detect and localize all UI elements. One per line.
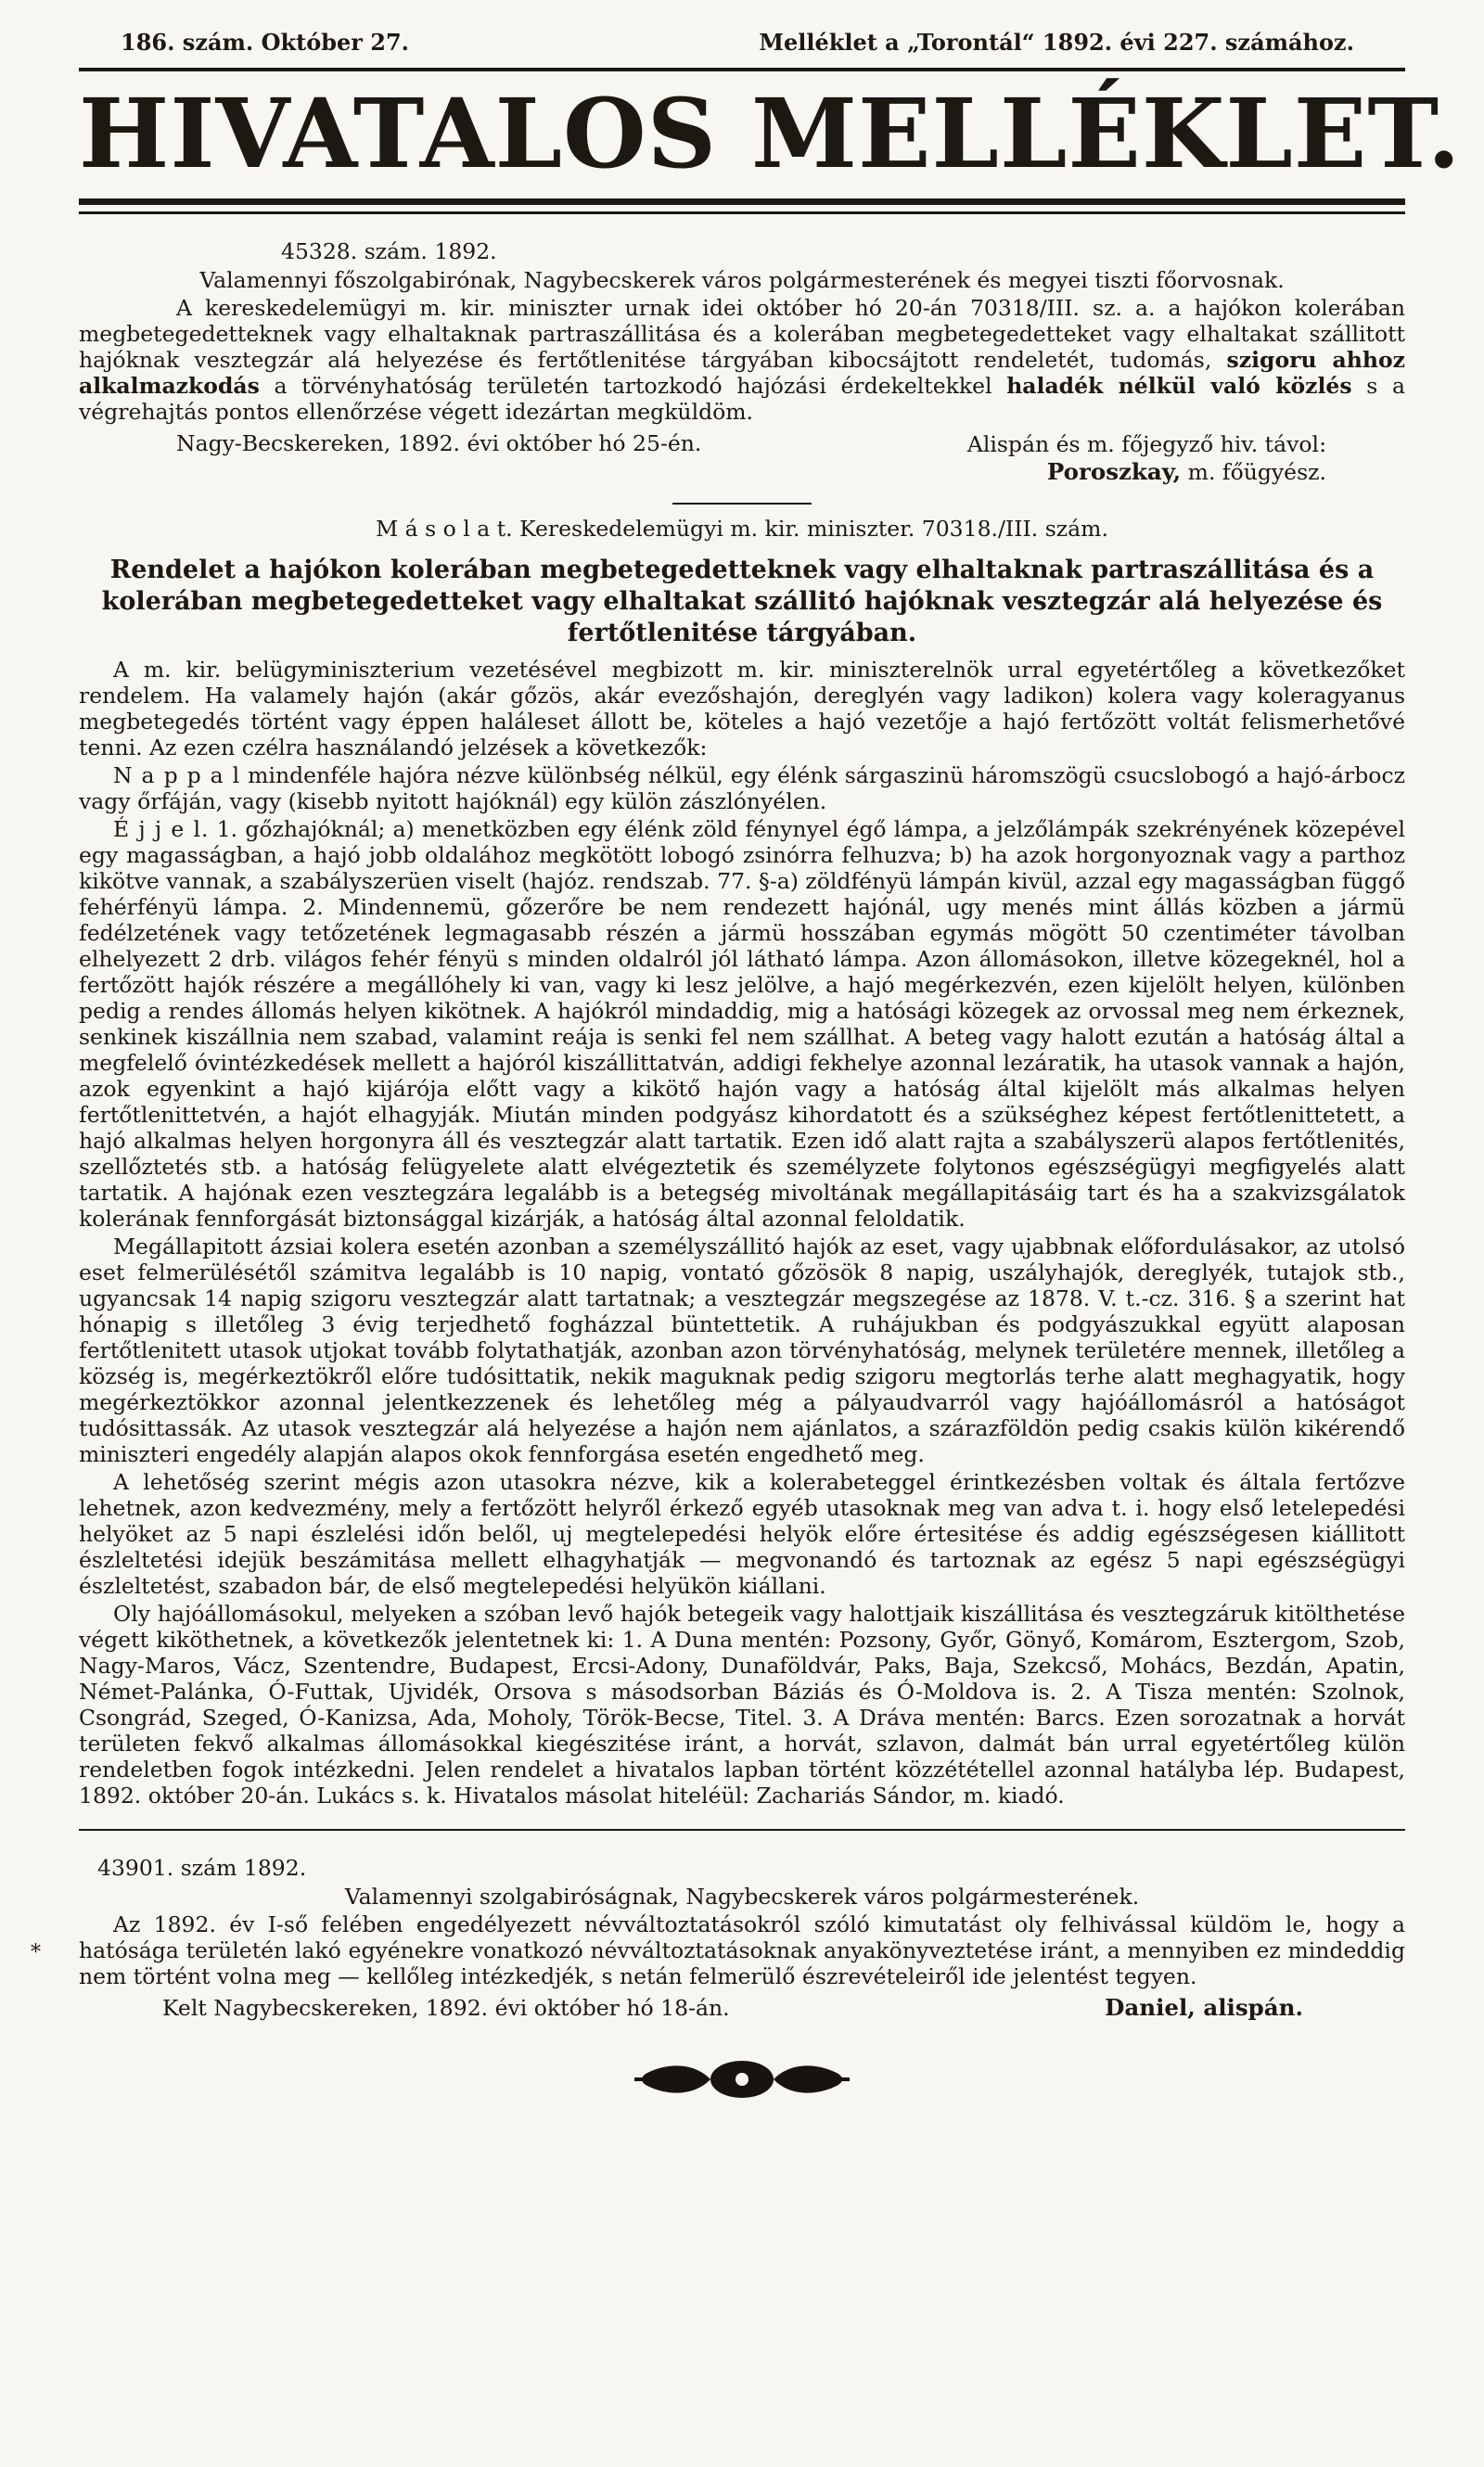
decree-paragraph [79, 762, 1405, 814]
decree-heading: Rendelet a hajókon kolerában megbetegedetteknek vagy elhaltaknak partraszállitása és a kolerában megbetegedetteket vagy elhaltakat szállitó hajóknak vesztegzár alá helyezése és fertőtlenitése tárgyában. [101, 556, 1383, 648]
section-separator-rule [672, 503, 812, 505]
signature-title: m. főügyész. [1181, 459, 1326, 486]
addressee-line: Valamennyi főszolgabirónak, Nagybecskerek város polgármesterének és megyei tiszti főorvosnak. [199, 267, 1285, 294]
masthead [79, 22, 1462, 214]
text-run: Megállapitott ázsiai kolera esetén azonban a személyszállitó hajók az eset, vagy ujabbnak előfordulásakor, az utolsó eset felmerülésétől számitva legalább is 10 napig, vontató gőzösök 8 napig, uszályhajók, dereglyék, tutajok stb., ugyancsak 14 napig szigoru vesztegzár alatt tartatnak; a vesztegzár megszegése az 1878. V. t.-cz. 316. § a szerint hat hónapig s illetőleg 3 évig terjedhető fogházzal büntettetik. A ruhájukban és podgyászukkal együtt alaposan fertőtlenitett utasok utjokat tovább folytathatják, azonban azon törvényhatóság, melynek területére mennek, illetőleg a község is, megérkeztökről előre tudósittatik, nekik maguknak pedig szigoru megtorlás terhe alatt meghagyatik, hogy megérkeztökkor azonnal jelentkezzenek és lehetőleg még a pályaudvarról vagy hajóállomásról a hatóságot tudósittassák. Az utasok vesztegzár alá helyezése a hajón nem ajánlatos, a szárazföldön pedig csakis külön kikérendő miniszteri engedély alapján alapos okok fennforgása esetén engedhető meg. [79, 1234, 1405, 1468]
signature-note: Alispán és m. főjegyző hiv. távol: [966, 431, 1326, 458]
text-run: mindenféle hajóra nézve különbség nélkül, egy élénk sárgaszinü háromszögü csucslobogó a hajó-árbocz vagy őrfáján, vagy (kisebb nyitott hajóknál) egy külön zászlónyélen. [79, 762, 1405, 815]
signature-line [967, 458, 1326, 486]
decree-paragraph [79, 657, 1405, 761]
title-divider-thin-rule [79, 211, 1405, 214]
signature-name: Poroszkay, [1046, 458, 1182, 486]
masthead-row [79, 22, 1405, 56]
dateline: Nagy-Becskereken, 1892. évi október hó 25-én. [176, 430, 702, 457]
decree-paragraph [79, 1601, 1405, 1809]
dateline: Kelt Nagybecskereken, 1892. évi október hó 18-án. [162, 1995, 730, 2022]
document-number: 45328. szám. 1892. [281, 238, 497, 265]
masthead-divider-rule [79, 68, 1405, 71]
decree-paragraph [79, 1469, 1405, 1599]
text-run: É j j e l. [113, 816, 210, 843]
text-run: s a végrehajtás pontos ellenőrzése végett idezártan megküldöm. [79, 373, 1405, 426]
footer [79, 2054, 1405, 2110]
printer-ornament-icon [631, 2054, 853, 2104]
dateline-row [79, 430, 1405, 486]
article-divider-rule [79, 1829, 1405, 1831]
intro-paragraph [79, 295, 1405, 425]
signature-name: Daniel, alispán. [1105, 1994, 1303, 2022]
signature-block [967, 430, 1326, 486]
margin-asterisk: * [31, 1941, 41, 1965]
dateline-row [79, 1995, 1405, 2021]
document-number: 43901. szám 1892. [97, 1855, 307, 1882]
article-43901 [31, 1855, 1405, 2022]
text-run: A m. kir. belügyminiszterium vezetésével megbizott m. kir. miniszterelnök urral egyetértőleg a következőket rendelem. Ha valamely hajón (akár gőzös, akár evezőshajón, dereglyén vagy ladikon) kolera vagy koleragyanus megbetegedés történt vagy éppen haláleset állott be, köteles a hajó vezetője a hajó fertőzött voltát felismerhetővé tenni. Az ezen czélra használandó jelzések a következők: [79, 657, 1405, 761]
text-run: a törvényhatóság területén tartozkodó hajózási érdekeltekkel [259, 373, 1007, 400]
addressee-line: Valamennyi szolgabiróságnak, Nagybecskerek város polgármesterének. [344, 1884, 1140, 1911]
decree-paragraph [79, 816, 1405, 1232]
issue-number: 186. szám. Október 27. [121, 29, 410, 56]
text-run: A lehetőség szerint mégis azon utasokra nézve, kik a kolerabeteggel érintkezésben voltak és általa fertőzve lehetnek, azon kedvezmény, mely a fertőzött helyről érkező egyéb utasoknak meg van adva t. i. hogy első letelepedési helyöket az 5 napi észlelési időn belől, uj megtelepedési helyök előre értesitése és addig egészségesen kiállitott észleltetési idejük beszámitása mellett elhagyhatják — megvonandó és tartoznak az egész 5 napi egészségügyi észleltetést, szabadon bár, de első megtelepedési helyükön kiállani. [79, 1469, 1405, 1600]
body-paragraph: Az 1892. év I-ső felében engedélyezett névváltoztatásokról szóló kimutatást oly felhivással küldöm le, hogy a hatósága területén lakó egyénekre vonatkozó névváltoztatásoknak anyakönyveztetése iránt, a mennyiben ez mindeddig nem történt volna meg — kellőleg intézkedjék, s netán felmerülő észrevételeiről ide jelentést tegyen. [79, 1911, 1405, 1990]
supplement-reference: Melléklet a „Torontál“ 1892. évi 227. számához. [759, 29, 1354, 56]
article-45328 [79, 238, 1405, 1809]
text-run: Oly hajóállomásokul, melyeken a szóban levő hajók betegeik vagy halottjaik kiszállitása és vesztegzáruk kitölthetése végett kiköthetnek, a következők jelentetnek ki: 1. A Duna mentén: Pozsony, Győr, Gönyő, Komárom, Esztergom, Szob, Nagy-Maros, Vácz, Szentendre, Budapest, Ercsi-Adony, Dunaföldvár, Paks, Baja, Szekcső, Mohács, Bezdán, Apatin, Német-Palánka, Ó-Futtak, Ujvidék, Orsova s másodsorban Báziás és Ó-Moldova is. 2. A Tisza mentén: Szolnok, Csongrád, Szeged, Ó-Kanizsa, Ada, Moholy, Török-Becse, Titel. 3. A Dráva mentén: Barcs. Ezen sorozatnak a horvát területen fekvő alkalmas állomásokkal kiegészitése iránt, a horvát, szlavon, dalmát bán urral egyetértőleg külön rendeletben fogok intézkedni. Jelen rendelet a hivatalos lapban történt közzététellel azonnal hatályba lép. Budapest, 1892. október 20-án. Lukács s. k. Hivatalos másolat hiteléül: Zachariás Sándor, m. kiadó. [79, 1601, 1405, 1809]
text-run: haladék nélkül való közlés [1006, 373, 1352, 400]
decree-paragraph [79, 1234, 1405, 1467]
copy-reference-line: M á s o l a t. Kereskedelemügyi m. kir. miniszter. 70318./III. szám. [376, 516, 1108, 543]
text-run: 1. gőzhajóknál; a) menetközben egy élénk zöld fénynyel égő lámpa, a jelzőlámpák szekrényének közepével egy magasságban, a hajó jobb oldalához megkötött lobogó zsinórra felhuzva; b) ha azok horgonyoznak vagy a parthoz kikötve vannak, a szabályszerüen viselt (hajóz. rendszab. 77. §-a) zöldfényü lámpán kivül, azzal egy magasságban függő fehérfényü lámpa. 2. Mindennemü, gőzerőre be nem rendezett hajónál, ugy menés mint állás közben a jármü fedélzetének vagy tetőzetének legmagasabb részén a jármü hosszában egymás mögött 50 czentiméter távolban elhelyezett 2 drb. világos fehér fényü s minden oldalról jól látható lámpa. Azon állomásokon, illetve közegeknél, hol a fertőzött hajók részére a megállóhely ki van, vagy ki lesz jelölve, a hajó megérkezvén, ezen kijelölt helyen, különben pedig a rendes állomás helyen kikötnek. A hajókról mindaddig, mig a hatósági közegek az orvossal meg nem érkeznek, senkinek kiszállnia nem szabad, valamint reája is senki fel nem szállhat. A beteg vagy halott ezután a hatóság által a megfelelő óvintézkedések mellett a hajóról kiszállittatván, addigi fekhelye azonnal lezáratik, ha utasok vannak a hajón, azok egyenkint a hajó kijárója előtt vagy a kikötő hajón vagy a hatóság által kijelölt más alkalmas helyen fertőtlenittetvén, a hajót elhagyják. Miután minden podgyász kihordatott és a szükséghez képest fertőtlenittetett, a hajó alkalmas helyen horgonyra áll és vesztegzár alatt tartatik. Ezen idő alatt rajta a szabályszerü alapos fertőtlenités, szellőztetés stb. a hatóság felügyelete alatt elvégeztetik és személyzete folytonos egészségügyi megfigyelés alatt tartatik. A hajónak ezen vesztegzára legalább is a betegség mivoltának megállapitásáig tart és ha a szakvizsgálatok kolerának fennforgását biztonsággal kizárják, a hatóság által azonnal feloldatik. [79, 816, 1405, 1233]
title-divider-thick-rule [79, 198, 1405, 205]
text-run: N a p p a l [113, 762, 241, 789]
text-run: A kereskedelemügyi m. kir. miniszter urnak idei október hó 20-án 70318/III. sz. a. a hajókon kolerában megbetegedetteknek vagy elhaltaknak partraszállitása és a kolerában megbetegedetteket vagy elhaltakat szállitott hajóknak vesztegzár alá helyezése és fertőtlenitése tárgyában kibocsájtott rendeletét, tudomás, [79, 295, 1405, 374]
page-title: HIVATALOS MELLÉKLET. [79, 78, 1462, 190]
text-run: szigoru ahhoz alkalmazkodás [79, 347, 1405, 400]
